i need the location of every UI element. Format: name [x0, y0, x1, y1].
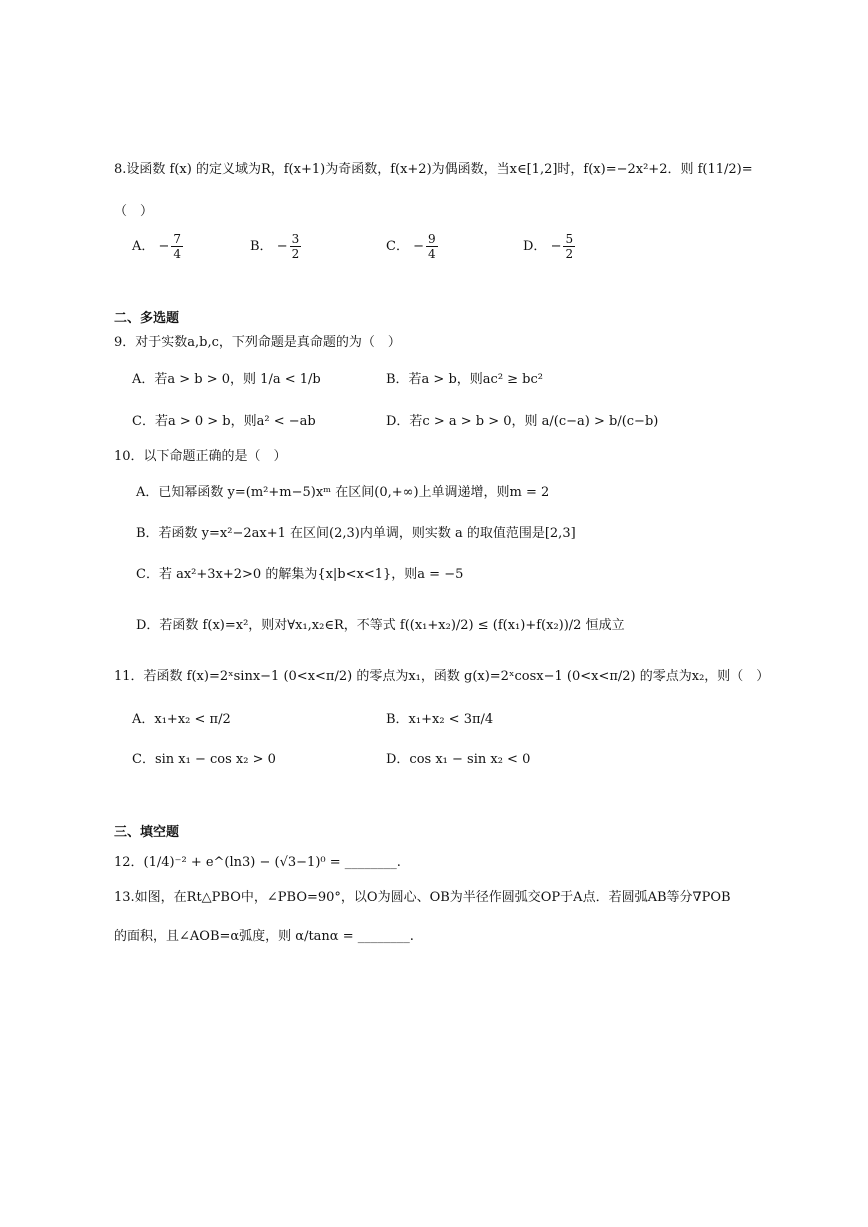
q8-option-a-den: 4 [173, 247, 182, 261]
q12-stem: 12．(1/4)⁻² + e^(ln3) − (√3−1)⁰ = ________. [114, 855, 401, 870]
q11-option-a: A．x₁+x₂ < π/2 [132, 712, 231, 727]
q8-option-d: D． − $\frac{5}{2}$ [523, 232, 574, 261]
q8-paren: （ ） [114, 204, 154, 219]
q10-option-b: B．若函数 y=x²−2ax+1 在区间(2,3)内单调，则实数 a 的取值范围是[2,3] [136, 526, 576, 541]
q9-option-c: C．若a > 0 > b，则a² < −ab [132, 414, 316, 429]
q8-stem: 8.设函数 f(x) 的定义域为R，f(x+1)为奇函数，f(x+2)为偶函数，当x∈[1,2]时，f(x)=−2x²+2．则 f(11/2)= [114, 162, 753, 177]
q8-option-d-den: 2 [565, 247, 574, 261]
q9-option-a: A．若a > b > 0，则 1/a < 1/b [132, 372, 321, 387]
q13-line2: 的面积，且∠AOB=α弧度，则 α/tanα = ________. [114, 929, 414, 944]
q8-option-a-num: 7 [173, 232, 182, 246]
q8-option-a-label: A． [132, 239, 155, 254]
q13-line1: 13.如图，在Rt△PBO中，∠PBO=90°，以O为圆心、OB为半径作圆弧交OP于A点．若圆弧AB等分∇POB [114, 890, 731, 905]
q8-option-c-label: C． [386, 239, 409, 254]
q8-option-c: C． − $\frac{9}{4}$ [386, 232, 436, 261]
q8-option-c-den: 4 [427, 247, 436, 261]
q11-option-d: D．cos x₁ − sin x₂ < 0 [386, 752, 531, 767]
q10-stem: 10．以下命题正确的是（ ） [114, 449, 287, 464]
q10-option-d: D．若函数 f(x)=x²，则对∀x₁,x₂∈R，不等式 f((x₁+x₂)/2) ≤ (f(x₁)+f(x₂))/2 恒成立 [136, 618, 625, 633]
q11-option-c: C．sin x₁ − cos x₂ > 0 [132, 752, 276, 767]
q8-option-b-label: B． [250, 239, 273, 254]
q10-option-a: A．已知幂函数 y=(m²+m−5)xᵐ 在区间(0,+∞)上单调递增，则m = 2 [136, 485, 550, 500]
q8-option-b: B． − $\frac{3}{2}$ [250, 232, 300, 261]
q11-option-b: B．x₁+x₂ < 3π/4 [386, 712, 494, 727]
section-heading-fill-in: 三、填空题 [114, 825, 180, 840]
section-heading-multiple-choice: 二、多选题 [114, 311, 180, 326]
q8-option-b-den: 2 [291, 247, 300, 261]
q9-option-b: B．若a > b，则ac² ≥ bc² [386, 372, 543, 387]
q9-option-d: D．若c > a > b > 0，则 a/(c−a) > b/(c−b) [386, 414, 659, 429]
q11-stem: 11．若函数 f(x)=2ˣsinx−1 (0<x<π/2) 的零点为x₁，函数 g(x)=2ˣcosx−1 (0<x<π/2) 的零点为x₂，则（ ） [114, 669, 770, 684]
q9-stem: 9．对于实数a,b,c，下列命题是真命题的为（ ） [114, 335, 401, 350]
q10-option-c: C．若 ax²+3x+2>0 的解集为{x|b<x<1}，则a = −5 [136, 567, 464, 582]
q8-option-c-num: 9 [427, 232, 436, 246]
q8-option-b-num: 3 [291, 232, 300, 246]
q8-option-d-label: D． [523, 239, 547, 254]
q8-option-d-num: 5 [565, 232, 574, 246]
q8-option-a: A． − $\frac{7}{4}$ [132, 232, 182, 261]
